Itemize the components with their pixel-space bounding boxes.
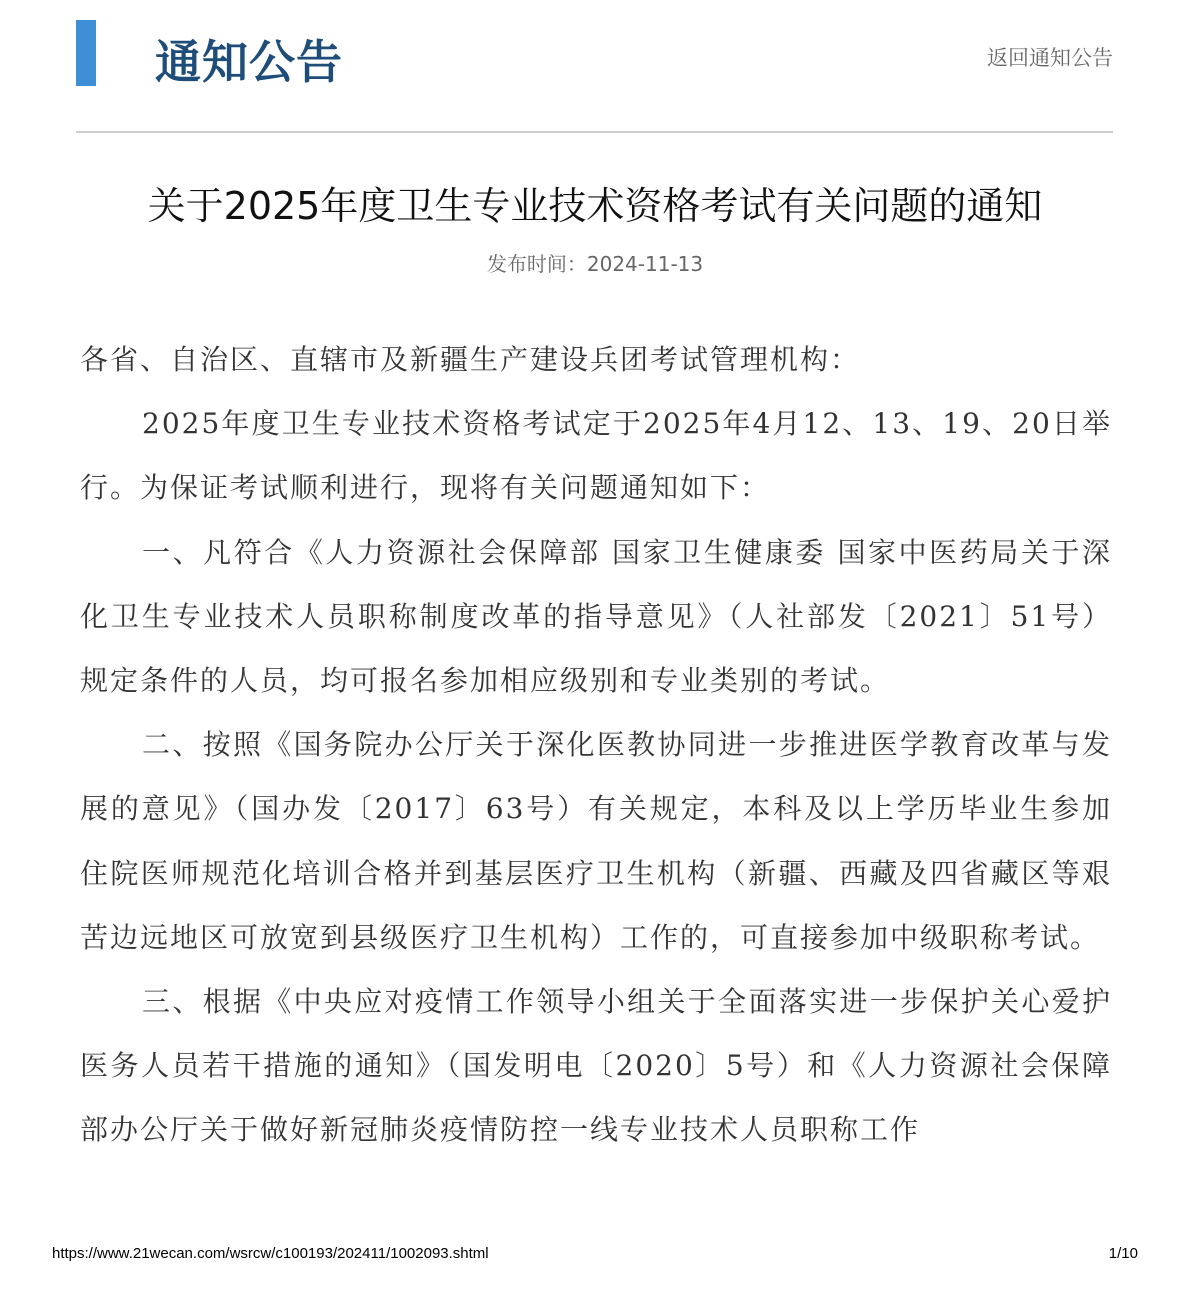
article-paragraph: 二、按照《国务院办公厅关于深化医教协同进一步推进医学教育改革与发展的意见》（国办发〔2017〕63号）有关规定，本科及以上学历毕业生参加住院医师规范化培训合格并到基层医疗卫生机构（新疆、西藏及四省藏区等艰苦边远地区可放宽到县级医疗卫生机构）工作的，可直接参加中级职称考试。 bbox=[80, 728, 1112, 954]
article-paragraph: 2025年度卫生专业技术资格考试定于2025年4月12、13、19、20日举行。为保证考试顺利进行，现将有关问题通知如下： bbox=[80, 407, 1112, 505]
section-title: 通知公告 bbox=[155, 35, 343, 89]
article-title: 关于2025年度卫生专业技术资格考试有关问题的通知 bbox=[147, 184, 1043, 228]
print-page-number: 1/10 bbox=[1108, 1245, 1138, 1262]
header-divider bbox=[76, 131, 1113, 133]
print-footer-url: https://www.21wecan.com/wsrcw/c100193/202411/1002093.shtml bbox=[52, 1245, 489, 1262]
article-body bbox=[80, 328, 1112, 1163]
section-accent-bar bbox=[76, 20, 96, 86]
page-header bbox=[76, 20, 1113, 88]
publish-date: 发布时间：2024-11-13 bbox=[486, 252, 704, 276]
article-paragraph: 三、根据《中央应对疫情工作领导小组关于全面落实进一步保护关心爱护医务人员若干措施的通知》（国发明电〔2020〕5号）和《人力资源社会保障部办公厅关于做好新冠肺炎疫情防控一线专业技术人员职称工作 bbox=[80, 985, 1112, 1147]
article-paragraph: 一、凡符合《人力资源社会保障部 国家卫生健康委 国家中医药局关于深化卫生专业技术人员职称制度改革的指导意见》（人社部发〔2021〕51号）规定条件的人员，均可报名参加相应级别和专业类别的考试。 bbox=[80, 535, 1112, 698]
salutation: 各省、自治区、直辖市及新疆生产建设兵团考试管理机构： bbox=[80, 343, 861, 376]
back-to-notices-link[interactable]: 返回通知公告 bbox=[987, 46, 1113, 70]
